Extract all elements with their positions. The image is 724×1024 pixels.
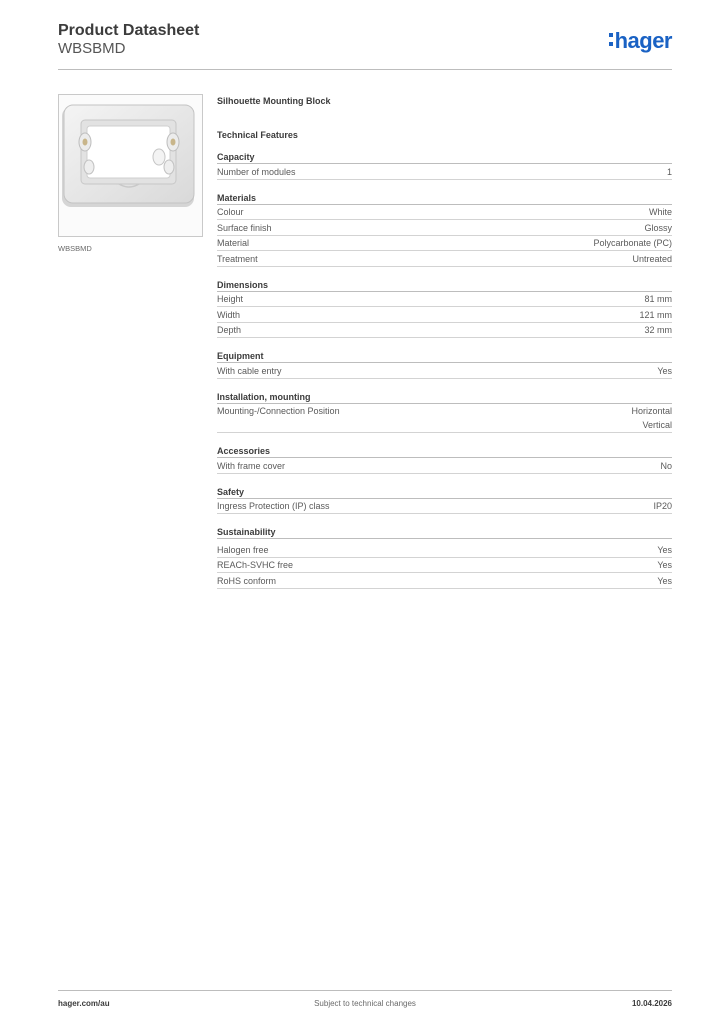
spec-key: With frame cover	[217, 460, 286, 471]
spec-row	[217, 220, 672, 236]
group-title: Installation, mounting	[217, 390, 672, 404]
spec-key: Material	[217, 238, 250, 248]
spec-row	[217, 205, 672, 221]
spec-value: Polycarbonate (PC)	[593, 238, 672, 248]
spec-row	[217, 542, 672, 558]
spec-row	[217, 307, 672, 323]
spec-value: 1	[666, 166, 672, 177]
spec-row	[217, 236, 672, 252]
spec-row	[217, 292, 672, 308]
spec-key: Ingress Protection (IP) class	[217, 501, 330, 511]
footer-notice: Subject to technical changes	[314, 999, 416, 1008]
spec-value: Yes	[657, 560, 672, 570]
spec-key: Width	[217, 309, 241, 320]
footer-date: 10.04.2026	[631, 999, 672, 1008]
spec-key: Halogen free	[217, 544, 269, 555]
spec-value: Yes	[657, 544, 672, 555]
section-heading: Technical Features	[217, 130, 298, 140]
spec-value: Horizontal Vertical	[631, 406, 672, 430]
spec-group-dimensions	[217, 278, 672, 339]
product-image	[58, 94, 203, 237]
spec-key: REACh-SVHC free	[217, 560, 294, 570]
logo-colon-icon	[609, 33, 613, 47]
footer-website-link[interactable]: hager.com/au	[58, 999, 110, 1008]
spec-group-accessories	[217, 444, 672, 474]
group-title: Equipment	[217, 349, 672, 363]
spec-value: Yes	[657, 365, 672, 376]
spec-key: Mounting-/Connection Position	[217, 406, 340, 416]
spec-value: Untreated	[632, 253, 672, 264]
spec-row	[217, 404, 672, 434]
spec-value: No	[660, 460, 672, 471]
spec-key: RoHS conform	[217, 575, 277, 586]
group-title: Capacity	[217, 150, 672, 164]
spec-key: Height	[217, 294, 244, 304]
spec-value: 32 mm	[644, 325, 672, 335]
spec-row	[217, 251, 672, 267]
spec-group-equipment	[217, 349, 672, 379]
spec-value: Yes	[657, 575, 672, 586]
spec-value: White	[648, 207, 672, 217]
spec-row	[217, 499, 672, 515]
image-caption: WBSBMD	[58, 244, 92, 253]
spec-row	[217, 558, 672, 574]
page-footer	[58, 990, 672, 1012]
group-title: Sustainability	[217, 525, 672, 539]
spec-value: IP20	[653, 501, 672, 511]
group-title: Safety	[217, 485, 672, 499]
page-header	[58, 22, 672, 70]
spec-key: Number of modules	[217, 166, 296, 177]
spec-key: Colour	[217, 207, 244, 217]
spec-group-sustainability	[217, 525, 672, 589]
group-title: Accessories	[217, 444, 672, 458]
product-name: Silhouette Mounting Block	[217, 96, 331, 106]
spec-group-installation	[217, 390, 672, 434]
hager-logo: hager	[609, 28, 672, 54]
spec-group-materials	[217, 191, 672, 267]
spec-key: Surface finish	[217, 222, 272, 233]
mounting-block-icon	[59, 95, 202, 236]
spec-value: 121 mm	[639, 309, 672, 320]
spec-group-capacity	[217, 150, 672, 180]
spec-group-safety	[217, 485, 672, 515]
spec-key: With cable entry	[217, 365, 282, 376]
spec-key: Treatment	[217, 253, 258, 264]
spec-row	[217, 323, 672, 339]
group-title: Dimensions	[217, 278, 672, 292]
spec-value: Glossy	[644, 222, 672, 233]
spec-row	[217, 573, 672, 589]
page-title: Product Datasheet	[58, 22, 200, 39]
product-code: WBSBMD	[58, 40, 126, 57]
spec-value: 81 mm	[644, 294, 672, 304]
group-title: Materials	[217, 191, 672, 205]
spec-row	[217, 164, 672, 180]
technical-specs	[217, 94, 672, 600]
spec-key: Depth	[217, 325, 242, 335]
spec-row	[217, 458, 672, 474]
spec-row	[217, 363, 672, 379]
